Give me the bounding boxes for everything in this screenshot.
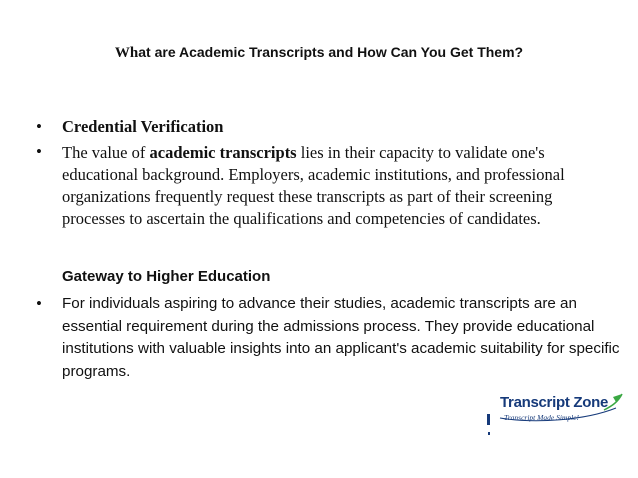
section1-paragraph (62, 142, 602, 230)
bullet-marker-3: • (36, 294, 42, 313)
section1-heading: Credential Verification (62, 117, 224, 136)
section2-paragraph: For individuals aspiring to advance their studies, academic transcripts are an essential requirement during the admissions process. They provide educational institutions with valuable insights into an applicant's academic suitability for specific programs. (62, 295, 620, 380)
bullet-marker-2: • (36, 142, 42, 161)
logo-name: Transcript Zone (500, 394, 609, 411)
section1-text-before: The value of (62, 143, 150, 162)
page-title (0, 44, 638, 62)
logo-tagline: Transcript Made Simple! (504, 413, 579, 422)
section1-text-bold: academic transcripts (149, 143, 297, 162)
title-prefix: Wh (114, 45, 139, 61)
title-rest: at are Academic Transcripts and How Can You Get Them? (138, 44, 524, 60)
transcript-zone-logo (486, 388, 631, 448)
bullet-marker-1: • (36, 117, 42, 136)
section1-text-after: lies in their capacity to validate one's educational background. Employers, academic institutions, and professional organizations frequently request these transcripts as part of their screening processes to ascertain the qualifications and competencies of candidates. (62, 143, 565, 228)
section2-heading: Gateway to Higher Education (62, 268, 271, 285)
